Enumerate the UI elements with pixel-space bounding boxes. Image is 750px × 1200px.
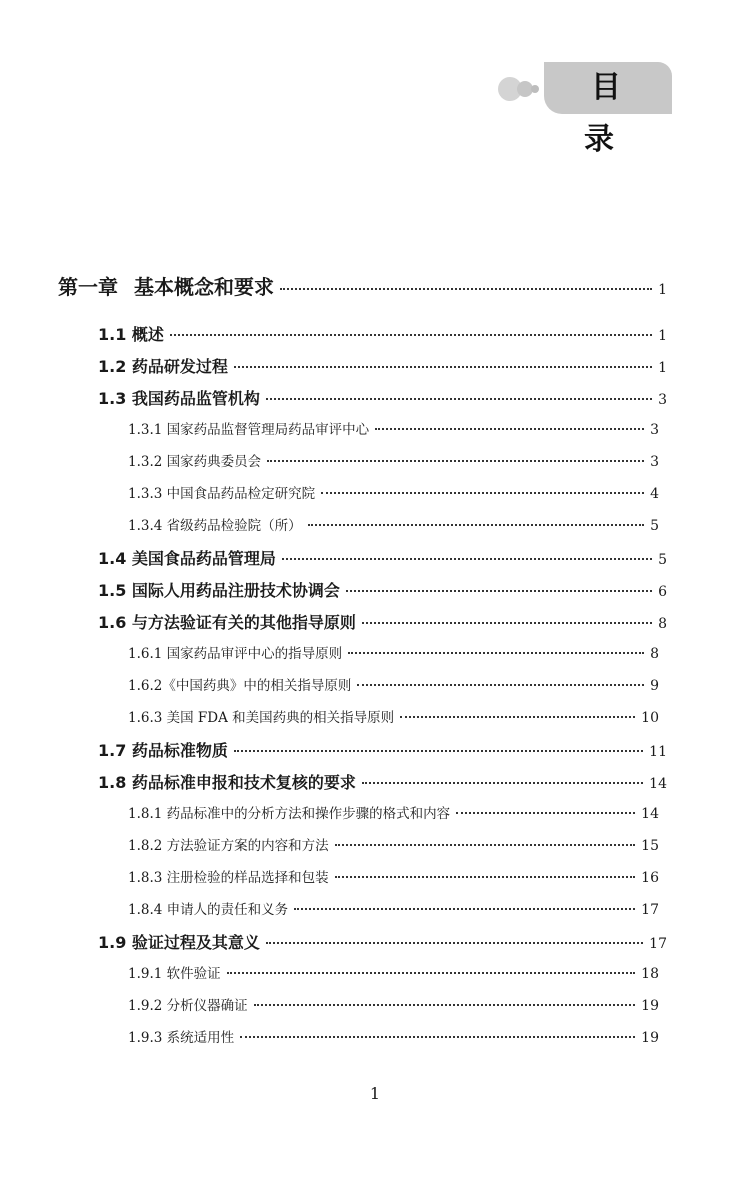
entry-page-number: 18 bbox=[641, 966, 659, 982]
entry-label: 1.8.2 方法验证方案的内容和方法 bbox=[128, 838, 329, 854]
toc-section-entry[interactable] bbox=[98, 578, 667, 601]
entry-label: 1.9.2 分析仪器确证 bbox=[128, 998, 248, 1014]
toc-subsection-entry[interactable] bbox=[128, 674, 659, 694]
dot-leader bbox=[348, 652, 644, 654]
entry-page-number: 10 bbox=[641, 710, 659, 726]
toc-subsection-entry[interactable] bbox=[128, 642, 659, 662]
toc-section-entry[interactable] bbox=[98, 322, 667, 345]
dot-leader bbox=[170, 334, 652, 336]
entry-label: 1.8.3 注册检验的样品选择和包装 bbox=[128, 870, 329, 886]
title-tab bbox=[544, 62, 672, 157]
entry-label: 1.9.3 系统适用性 bbox=[128, 1030, 235, 1046]
toc-subsection-entry[interactable] bbox=[128, 834, 659, 854]
dot-leader bbox=[234, 750, 643, 752]
entry-label: 1.3.3 中国食品药品检定研究院 bbox=[128, 486, 316, 502]
entry-page-number: 3 bbox=[658, 392, 667, 408]
dot-leader bbox=[240, 1036, 635, 1038]
entry-page-number: 4 bbox=[650, 486, 659, 502]
entry-label: 1.3.1 国家药品监督管理局药品审评中心 bbox=[128, 422, 370, 438]
entry-label: 1.4 美国食品药品管理局 bbox=[98, 549, 276, 568]
entry-label: 1.3.4 省级药品检验院（所） bbox=[128, 518, 302, 534]
dot-leader bbox=[294, 908, 635, 910]
toc-section-entry[interactable] bbox=[98, 386, 667, 409]
toc-subsection-entry[interactable] bbox=[128, 482, 659, 502]
entry-label: 1.3.2 国家药典委员会 bbox=[128, 454, 262, 470]
entry-page-number: 5 bbox=[650, 518, 659, 534]
toc-subsection-entry[interactable] bbox=[128, 450, 659, 470]
toc-subsection-entry[interactable] bbox=[128, 418, 659, 438]
toc-section-entry[interactable] bbox=[98, 354, 667, 377]
dot-leader bbox=[280, 288, 652, 290]
dot-leader bbox=[357, 684, 644, 686]
dot-leader bbox=[362, 622, 652, 624]
dot-leader bbox=[400, 716, 635, 718]
entry-page-number: 19 bbox=[641, 1030, 659, 1046]
entry-page-number: 16 bbox=[641, 870, 659, 886]
entry-page-number: 8 bbox=[658, 616, 667, 632]
toc-section-entry[interactable] bbox=[98, 546, 667, 569]
entry-label: 1.1 概述 bbox=[98, 325, 164, 344]
toc-subsection-entry[interactable] bbox=[128, 866, 659, 886]
entry-label: 1.8.1 药品标准中的分析方法和操作步骤的格式和内容 bbox=[128, 806, 451, 822]
toc-subsection-entry[interactable] bbox=[128, 962, 659, 982]
dot-leader bbox=[308, 524, 644, 526]
entry-page-number: 5 bbox=[658, 552, 667, 568]
toc-section-entry[interactable] bbox=[98, 930, 667, 953]
dot-leader bbox=[282, 558, 652, 560]
entry-page-number: 19 bbox=[641, 998, 659, 1014]
dot-leader bbox=[375, 428, 644, 430]
chapter-title: 基本概念和要求 bbox=[134, 275, 274, 299]
entry-label: 1.8.4 申请人的责任和义务 bbox=[128, 902, 289, 918]
dot-leader bbox=[335, 876, 636, 878]
toc-subsection-entry[interactable] bbox=[128, 1026, 659, 1046]
toc-subsection-entry[interactable] bbox=[128, 898, 659, 918]
chapter-number: 第一章 bbox=[58, 275, 118, 299]
entry-label: 1.2 药品研发过程 bbox=[98, 357, 228, 376]
entry-page-number: 3 bbox=[650, 454, 659, 470]
dot-leader bbox=[346, 590, 652, 592]
dot-leader bbox=[266, 942, 643, 944]
entry-page-number: 6 bbox=[658, 584, 667, 600]
toc-section-entry[interactable] bbox=[98, 738, 667, 761]
toc-section-entry[interactable] bbox=[98, 770, 667, 793]
chapter-label bbox=[58, 271, 274, 300]
dot-leader bbox=[456, 812, 635, 814]
toc-subsection-entry[interactable] bbox=[128, 802, 659, 822]
dot-leader bbox=[227, 972, 636, 974]
entry-page-number: 1 bbox=[658, 360, 667, 376]
entry-page-number: 1 bbox=[658, 328, 667, 344]
entry-label: 1.9 验证过程及其意义 bbox=[98, 933, 260, 952]
chapter-entry[interactable] bbox=[58, 271, 667, 300]
toc-subsection-entry[interactable] bbox=[128, 706, 659, 726]
dot-leader bbox=[335, 844, 636, 846]
dot-leader bbox=[234, 366, 652, 368]
decorative-dot-small bbox=[531, 85, 539, 93]
entry-page-number: 11 bbox=[649, 744, 667, 760]
toc-subsection-entry[interactable] bbox=[128, 514, 659, 534]
entry-label: 1.9.1 软件验证 bbox=[128, 966, 221, 982]
entry-page-number: 3 bbox=[650, 422, 659, 438]
entry-page-number: 17 bbox=[649, 936, 667, 952]
page-title: 目 录 bbox=[584, 70, 639, 157]
toc-subsection-entry[interactable] bbox=[128, 994, 659, 1014]
entry-page-number: 14 bbox=[641, 806, 659, 822]
dot-leader bbox=[254, 1004, 636, 1006]
entry-page-number: 8 bbox=[650, 646, 659, 662]
chapter-page: 1 bbox=[658, 282, 667, 298]
dot-leader bbox=[362, 782, 643, 784]
dot-leader bbox=[321, 492, 644, 494]
entry-label: 1.6.3 美国 FDA 和美国药典的相关指导原则 bbox=[128, 710, 395, 726]
entry-label: 1.6.1 国家药品审评中心的指导原则 bbox=[128, 646, 343, 662]
dot-leader bbox=[267, 460, 644, 462]
entry-label: 1.5 国际人用药品注册技术协调会 bbox=[98, 581, 340, 600]
entry-page-number: 14 bbox=[649, 776, 667, 792]
entry-page-number: 15 bbox=[641, 838, 659, 854]
entry-label: 1.6 与方法验证有关的其他指导原则 bbox=[98, 613, 356, 632]
dot-leader bbox=[266, 398, 652, 400]
toc-header bbox=[498, 62, 674, 157]
entry-page-number: 9 bbox=[650, 678, 659, 694]
entry-label: 1.6.2《中国药典》中的相关指导原则 bbox=[128, 678, 352, 694]
toc-section-entry[interactable] bbox=[98, 610, 667, 633]
entry-label: 1.7 药品标准物质 bbox=[98, 741, 228, 760]
entry-label: 1.8 药品标准申报和技术复核的要求 bbox=[98, 773, 356, 792]
page-number: 1 bbox=[369, 1084, 381, 1103]
entry-label: 1.3 我国药品监管机构 bbox=[98, 389, 260, 408]
entry-page-number: 17 bbox=[641, 902, 659, 918]
